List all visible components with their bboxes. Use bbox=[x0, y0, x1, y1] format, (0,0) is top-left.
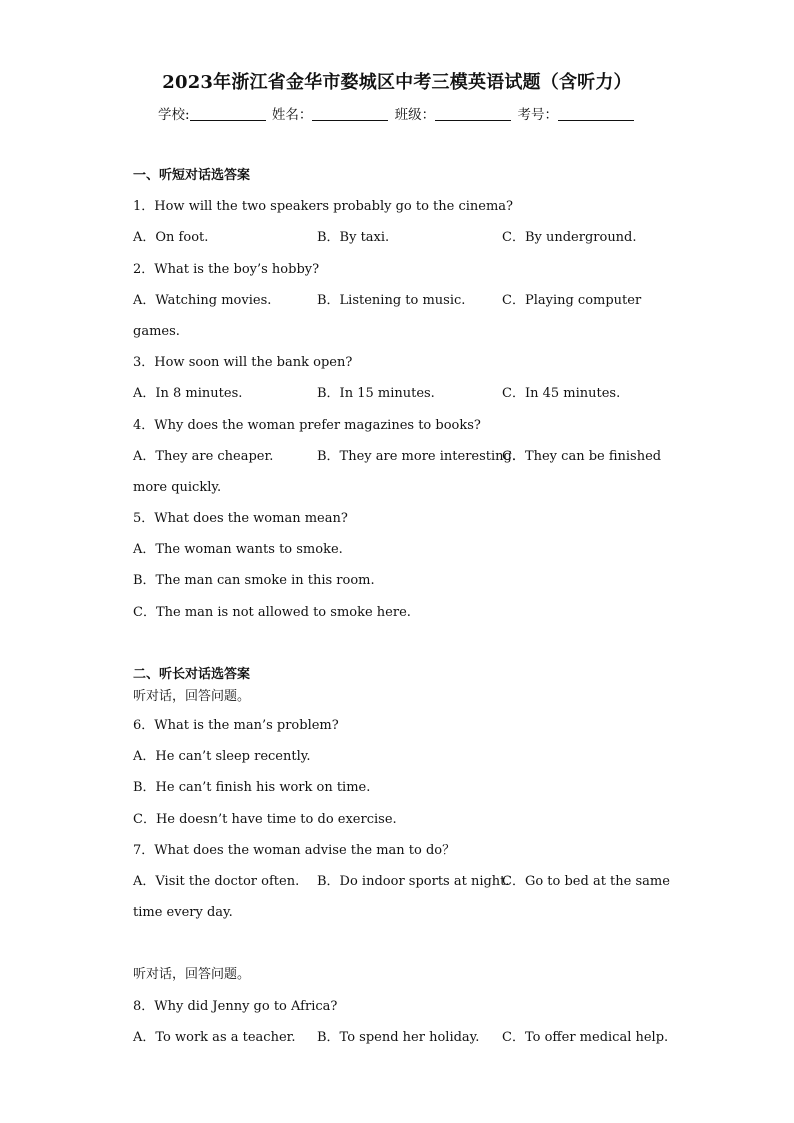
exam-number-label: 考号： bbox=[517, 107, 558, 123]
option-wrap-text: time every day. bbox=[133, 905, 233, 921]
section-spacer bbox=[133, 628, 663, 659]
question-text: 5．What does the woman mean? bbox=[133, 511, 348, 527]
question-text: 3．How soon will the bank open? bbox=[133, 355, 353, 371]
option-a: A．Watching movies. bbox=[133, 292, 272, 308]
option-b: B．The man can smoke in this room. bbox=[133, 573, 375, 589]
options-row bbox=[133, 378, 663, 409]
option-c: C．The man is not allowed to smoke here. bbox=[133, 604, 411, 620]
option-b: B．Listening to music. bbox=[317, 292, 466, 308]
option-a: A．Visit the doctor often. bbox=[133, 873, 300, 889]
section-title: 二、听长对话选答案 bbox=[133, 666, 251, 682]
option-b: B．Do indoor sports at night. bbox=[317, 873, 510, 889]
instruction-text: 听对话，回答问题。 bbox=[133, 967, 251, 983]
options-row bbox=[133, 285, 663, 316]
option-wrap-text: games. bbox=[133, 323, 180, 339]
page-title: 2023年浙江省金华市婺城区中考三模英语试题（含听力） bbox=[162, 72, 632, 93]
name-label: 姓名： bbox=[271, 107, 313, 123]
question-text: 4．Why does the woman prefer magazines to books? bbox=[133, 417, 481, 433]
option-c: C．Go to bed at the same bbox=[502, 873, 670, 889]
class-label: 班级： bbox=[394, 107, 436, 123]
option-b: B．They are more interesting. bbox=[317, 448, 516, 464]
option-b: B．In 15 minutes. bbox=[317, 386, 435, 402]
options-row bbox=[133, 866, 670, 897]
option-c: C．He doesn’t have time to do exercise. bbox=[133, 811, 397, 827]
exam-content bbox=[133, 160, 670, 1053]
options-row bbox=[133, 441, 663, 472]
question-text: 7．What does the woman advise the man to do？ bbox=[133, 842, 456, 858]
student-info-line bbox=[0, 103, 794, 123]
option-c: C．In 45 minutes. bbox=[502, 386, 621, 402]
option-b: B．He can’t finish his work on time. bbox=[133, 780, 371, 796]
option-a: A．To work as a teacher. bbox=[133, 1029, 296, 1045]
question-text: 8．Why did Jenny go to Africa? bbox=[133, 998, 338, 1014]
class-blank bbox=[435, 107, 511, 121]
question-text: 6．What is the man’s problem? bbox=[133, 718, 339, 733]
option-a: A．The woman wants to smoke. bbox=[133, 542, 343, 558]
option-c: C．To offer medical help. bbox=[502, 1029, 669, 1045]
options-row bbox=[133, 1022, 669, 1053]
option-a: A．He can’t sleep recently. bbox=[133, 749, 311, 765]
school-blank bbox=[190, 107, 266, 121]
question-text: 2．What is the boy’s hobby? bbox=[133, 261, 320, 277]
school-label: 学校: bbox=[158, 107, 190, 123]
option-b: B．By taxi. bbox=[317, 230, 390, 246]
option-c: C．By underground. bbox=[502, 230, 637, 246]
option-a: A．In 8 minutes. bbox=[133, 386, 243, 402]
exam-number-blank bbox=[558, 107, 634, 121]
instruction-text: 听对话，回答问题。 bbox=[133, 689, 251, 704]
name-blank bbox=[312, 107, 388, 121]
options-row bbox=[133, 222, 663, 253]
section-title: 一、听短对话选答案 bbox=[133, 168, 251, 183]
section-spacer bbox=[133, 928, 663, 959]
option-b: B．To spend her holiday. bbox=[317, 1029, 480, 1045]
option-a: A．On foot. bbox=[133, 230, 209, 246]
option-c: C．They can be finished bbox=[502, 448, 662, 464]
question-text: 1．How will the two speakers probably go to the cinema? bbox=[133, 199, 514, 215]
option-a: A．They are cheaper. bbox=[133, 448, 274, 464]
option-wrap-text: more quickly. bbox=[133, 479, 222, 495]
option-c: C．Playing computer bbox=[502, 292, 642, 308]
